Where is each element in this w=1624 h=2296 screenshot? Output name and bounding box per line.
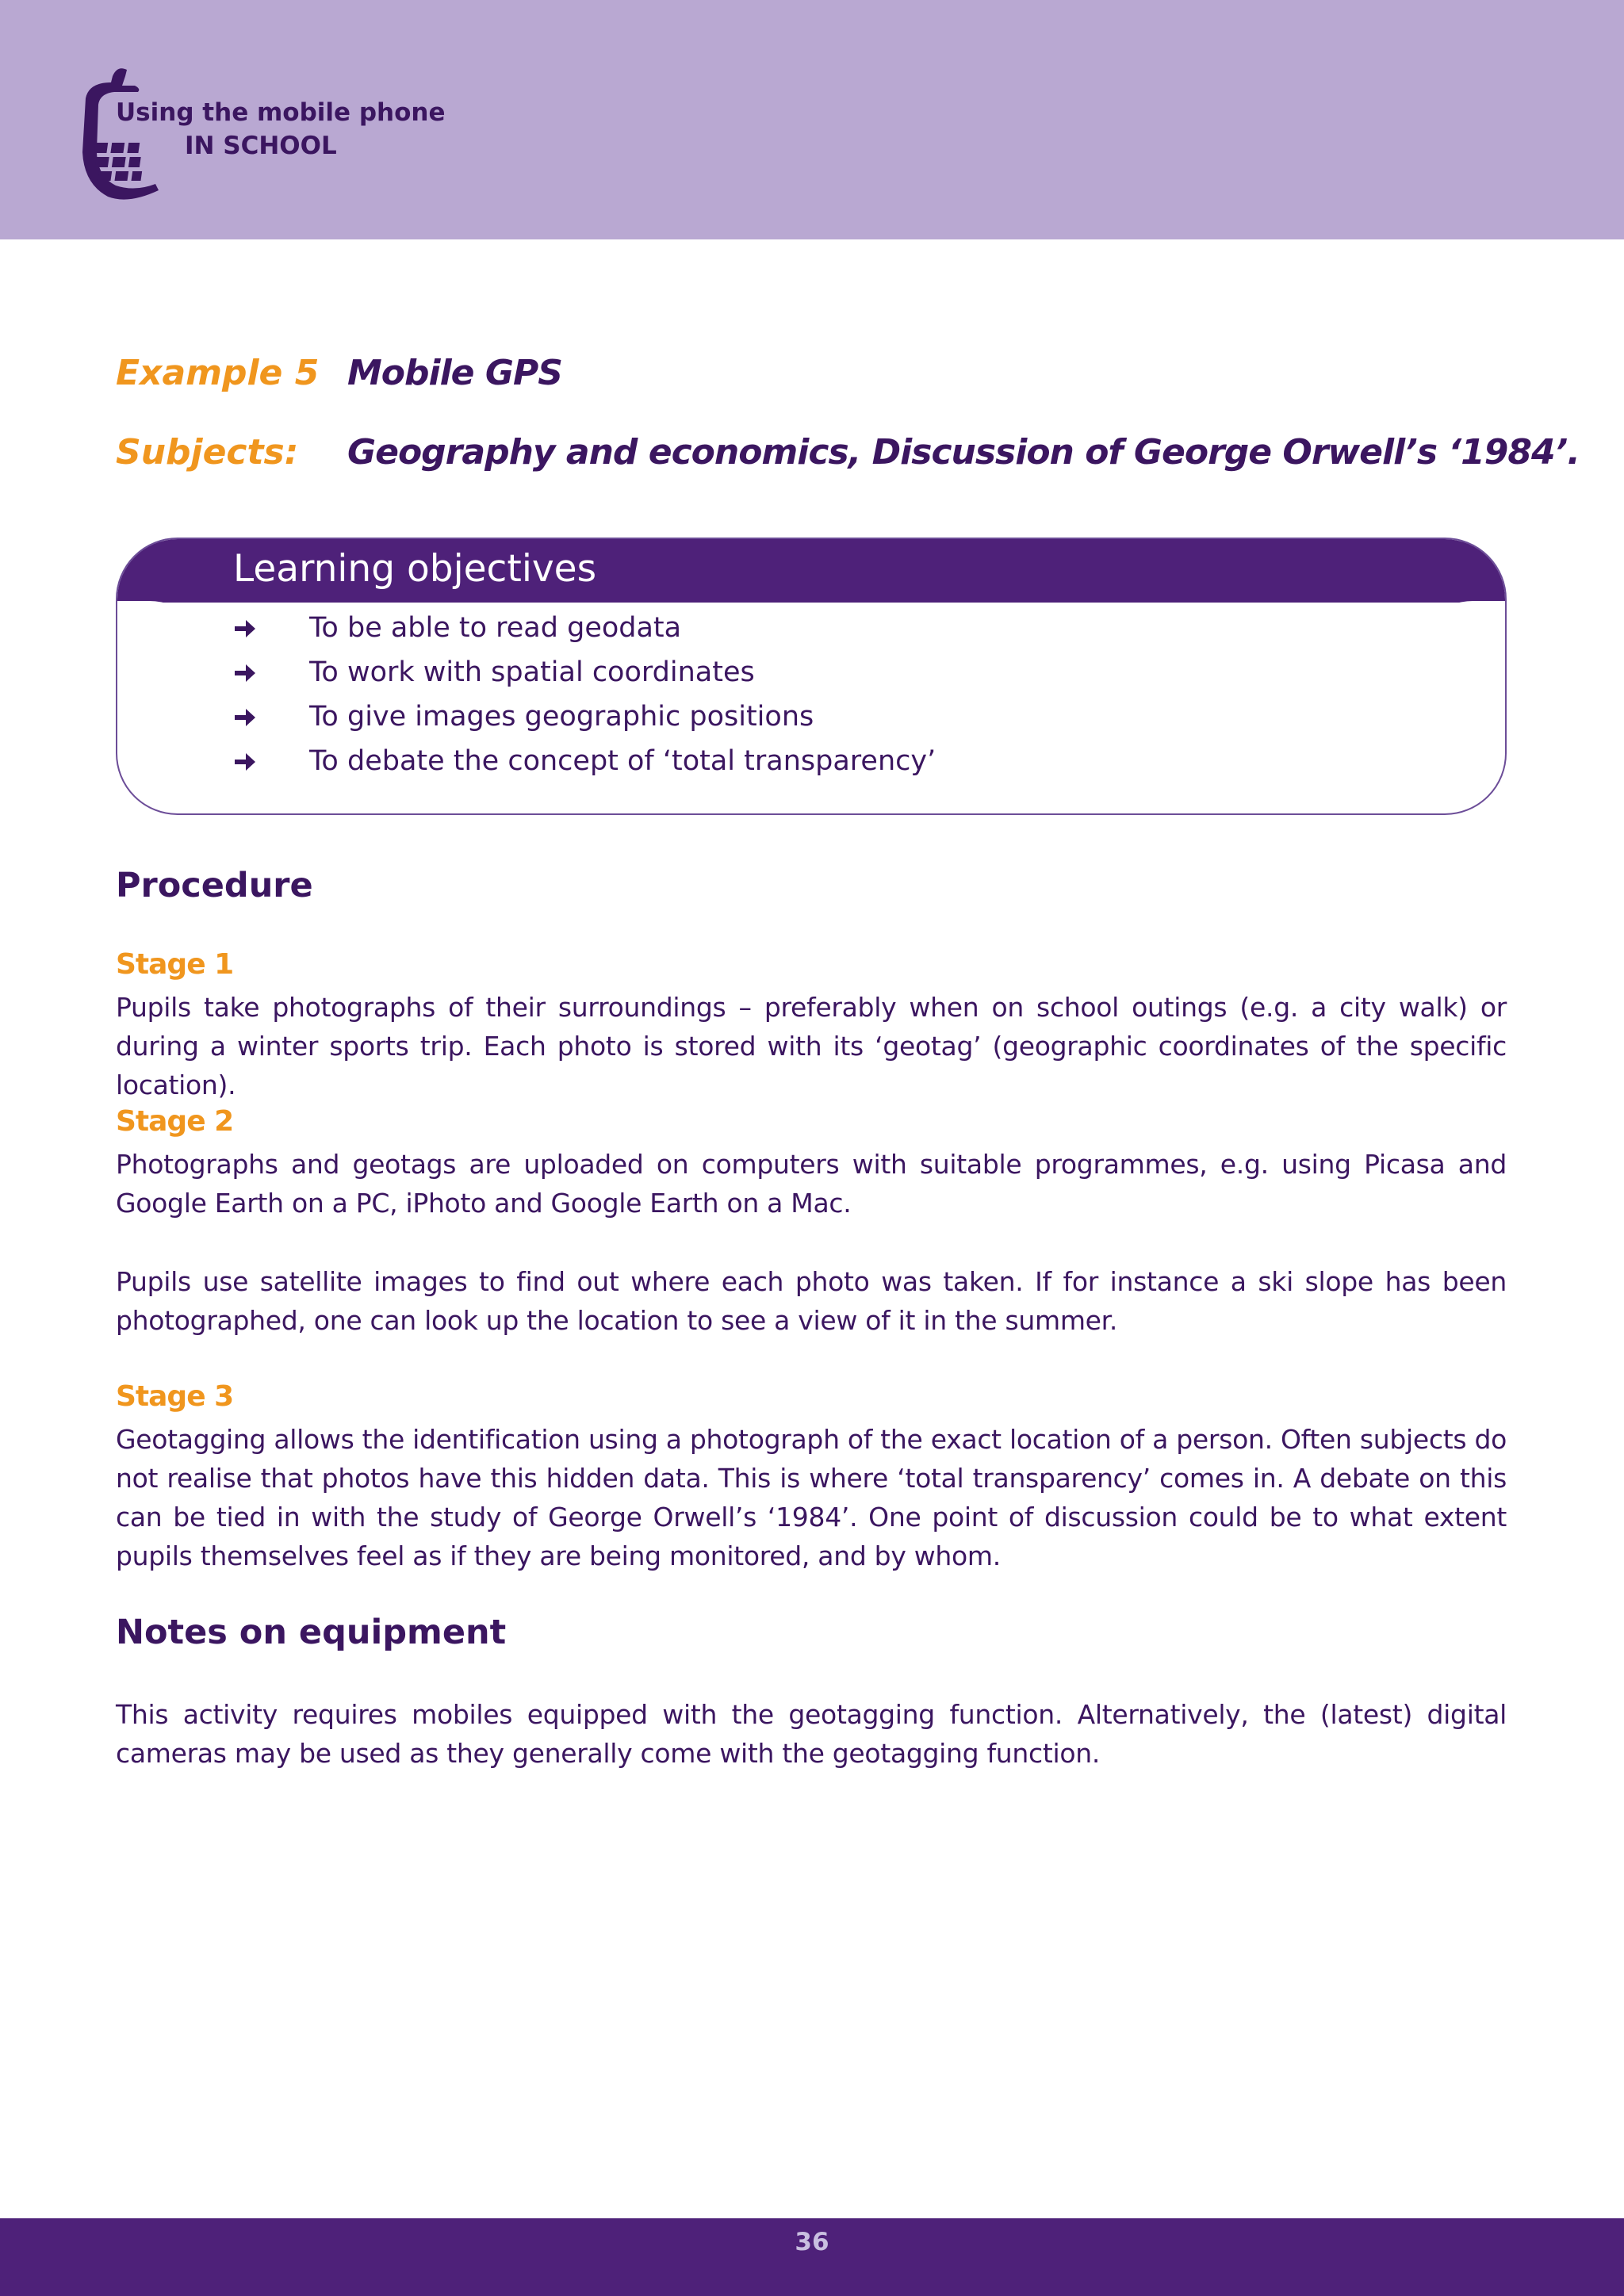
stage2-text1: Photographs and geotags are uploaded on computers with suitable programmes, e.g. using Picasa and Google Earth on a PC, iPhoto and Google Earth on a Mac. [116,1149,1507,1219]
notes-text: This activity requires mobiles equipped with the geotagging function. Alternatively, the (latest) digital cameras may be used as they generally come with the geotagging function. [116,1699,1507,1769]
example-label: Example 5 [116,353,320,393]
arrow-right-icon [233,617,257,641]
stage3-text: Geotagging allows the identification using a photograph of the exact location of a person. Often subjects do not realise that photos have this hidden data. This is where ‘total transparency’ comes in. A debate on this can be tied in with the study of George Orwell’s ‘1984’. One point of discussion could be to what extent pupils themselves feel as if they are being monitored, and by whom. [116,1424,1507,1571]
mobile-phone-icon [79,65,167,201]
stage1-text: Pupils take photographs of their surroundings – preferably when on school outings (e.g. a city walk) or during a winter sports trip. Each photo is stored with its ‘geotag’ (geographic coordinates of the specific location). [116,992,1507,1100]
arrow-right-icon [233,706,257,729]
arrow-right-icon [233,661,257,685]
subjects-label: Subjects: [116,432,299,473]
page-number: 36 [795,2228,829,2256]
objective-text: To be able to read geodata [309,612,682,644]
objective-text: To give images geographic positions [309,701,814,733]
footer-band [0,2218,1624,2296]
arrow-right-icon [233,750,257,774]
stage1-label: Stage 1 [116,948,234,981]
header-band [0,0,1624,239]
stage2-label: Stage 2 [116,1105,234,1138]
stage2-text2: Pupils use satellite images to find out where each photo was taken. If for instance a ski slope has been photographed, one can look up the location to see a view of it in the summer. [116,1266,1507,1336]
stage3-label: Stage 3 [116,1380,234,1413]
notes-heading: Notes on equipment [116,1613,507,1652]
learning-objectives-title: Learning objectives [233,547,597,591]
learning-objectives-header [117,539,1505,603]
learning-objectives-box [116,538,1507,815]
objective-text: To debate the concept of ‘total transparency’ [309,745,936,777]
example-title: Mobile GPS [347,353,562,393]
subjects-text: Geography and economics, Discussion of George Orwell’s ‘1984’. [347,432,1580,473]
procedure-heading: Procedure [116,866,313,905]
logo-text-line1: Using the mobile phone [116,98,446,127]
logo-text-line2: IN SCHOOL [185,132,337,160]
objective-text: To work with spatial coordinates [309,656,755,688]
